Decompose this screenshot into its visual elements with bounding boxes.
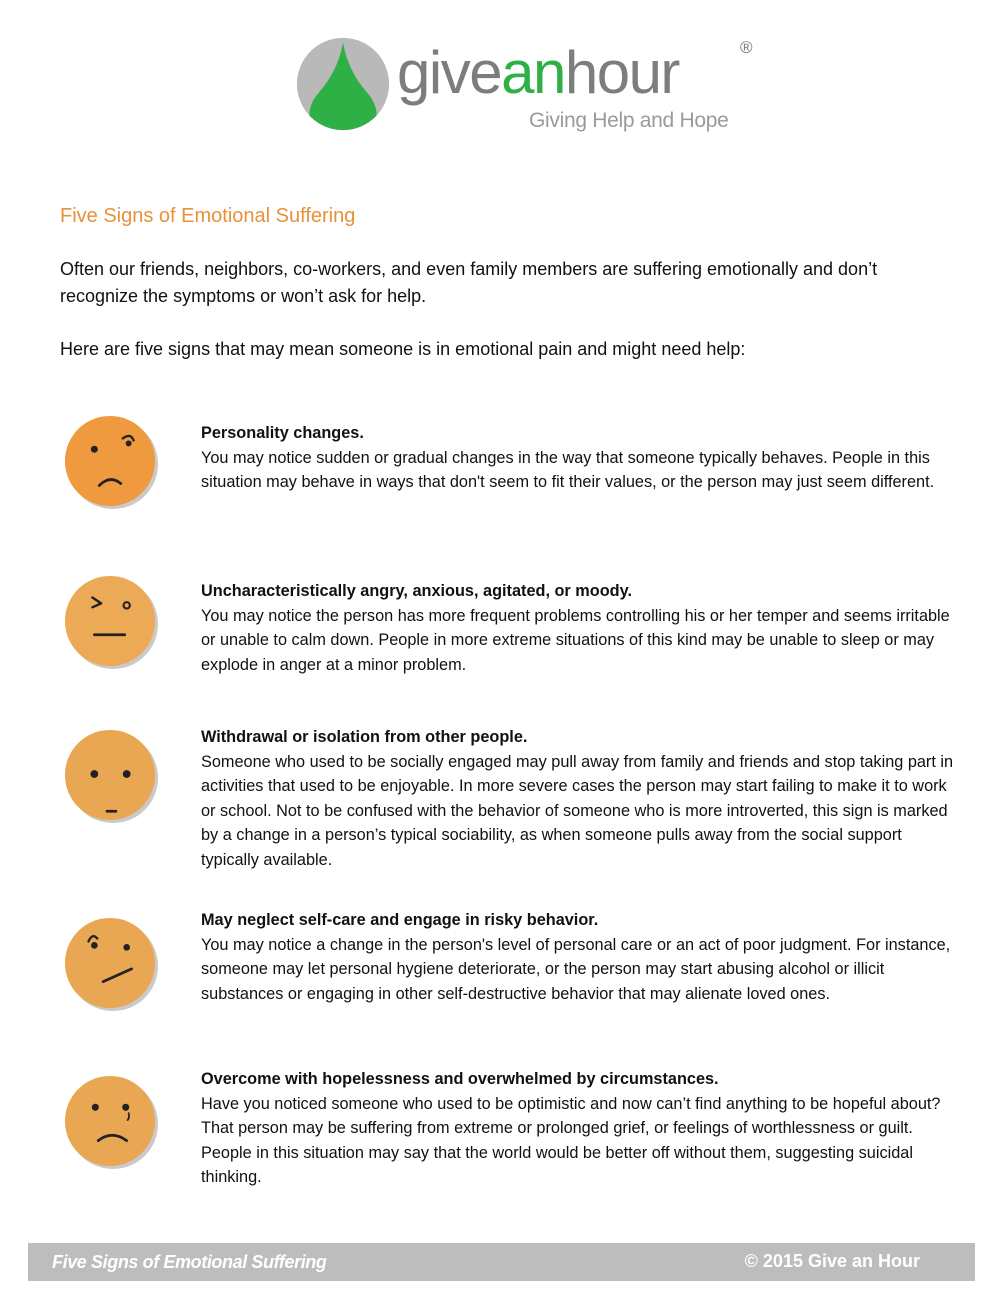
sign-body: Someone who used to be socially engaged may pull away from family and friends and stop taking part in activities that used to be enjoyable. In more severe cases the person may start failing to make it to work or school. Not to be confused with the behavior of someone who is more introverted, this sign is marked by a change in a person’s typical sociability, as when someone pulls away from the social support typically available. xyxy=(201,752,954,869)
document-title: Five Signs of Emotional Suffering xyxy=(60,205,356,227)
confused-face-icon xyxy=(62,413,160,511)
logo-word-an: an xyxy=(501,39,565,106)
sad-crying-face-icon xyxy=(62,1073,160,1171)
footer-document-title: Five Signs of Emotional Suffering xyxy=(52,1252,327,1272)
sign-text xyxy=(201,908,961,1006)
sign-title: Overcome with hopelessness and overwhelmed by circumstances. xyxy=(201,1070,719,1088)
registered-mark: ® xyxy=(740,38,753,57)
sign-text xyxy=(201,1067,961,1190)
intro-paragraph: Often our friends, neighbors, co-workers, and even family members are suffering emotionally and don’t recognize the symptoms or won’t ask for help. xyxy=(60,259,878,306)
lead-sentence: Here are five signs that may mean someone is in emotional pain and might need help: xyxy=(60,339,746,359)
logo-tagline: Giving Help and Hope xyxy=(529,109,729,132)
sign-body: You may notice sudden or gradual changes in the way that someone typically behaves. People in this situation may behave in ways that don't seem to fit their values, or the person may just seem different. xyxy=(201,448,935,492)
sign-text xyxy=(201,579,961,677)
page-footer xyxy=(28,1243,975,1281)
sign-title: Personality changes. xyxy=(201,424,364,442)
give-an-hour-logo xyxy=(295,32,775,142)
footer-copyright: © 2015 Give an Hour xyxy=(744,1251,920,1271)
sign-title: Uncharacteristically angry, anxious, agitated, or moody. xyxy=(201,582,632,600)
logo-word-give: give xyxy=(397,39,502,106)
sign-title: May neglect self-care and engage in risky behavior. xyxy=(201,911,599,929)
sign-body: You may notice the person has more frequent problems controlling his or her temper and seems irritable or unable to calm down. People in more extreme situations of this kind may be unable to sleep or may explode in anger at a minor problem. xyxy=(201,606,950,674)
sign-text xyxy=(201,421,961,495)
logo-word-hour: hour xyxy=(564,39,679,106)
withdrawn-face-icon xyxy=(62,727,160,825)
logo-wordmark xyxy=(397,40,679,106)
sign-text xyxy=(201,725,961,873)
logo-drop-icon xyxy=(295,36,391,132)
sign-body: You may notice a change in the person's level of personal care or an act of poor judgment. For instance, someone may let personal hygiene deteriorate, or the person may start abusing alcohol or illicit substances or engaging in other self-destructive behavior that may alienate loved ones. xyxy=(201,935,951,1003)
sign-body: Have you noticed someone who used to be optimistic and now can’t find anything to be hopeful about? That person may be suffering from extreme or prolonged grief, or feelings of worthlessness or guilt. People in this situation may say that the world would be better off without them, suggesting suicidal thinking. xyxy=(201,1094,941,1187)
sign-title: Withdrawal or isolation from other people. xyxy=(201,728,528,746)
skeptical-face-icon xyxy=(62,915,160,1013)
annoyed-face-icon xyxy=(62,573,160,671)
